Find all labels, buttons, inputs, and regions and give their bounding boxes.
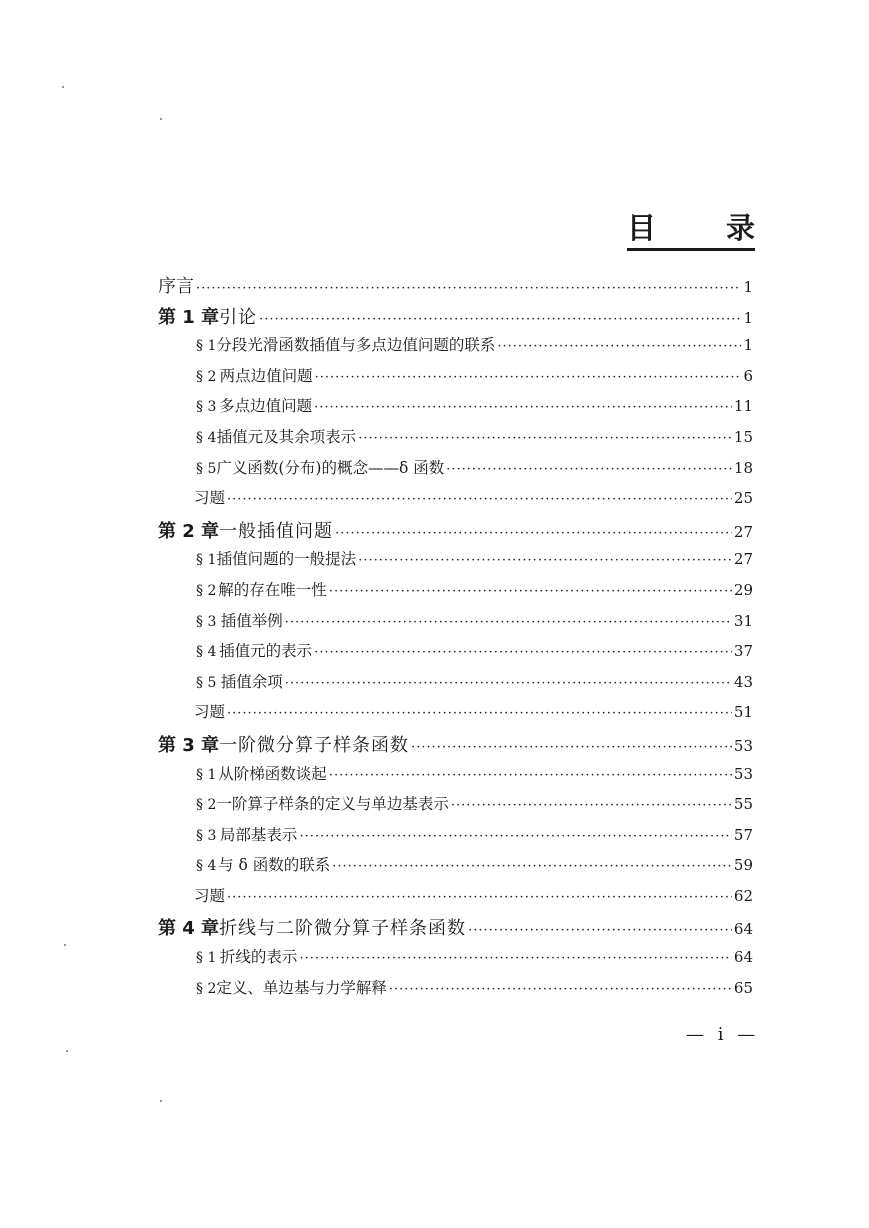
toc-section-row[interactable] bbox=[158, 639, 753, 670]
section-number: § 5 bbox=[196, 460, 217, 477]
section-number: § 1 bbox=[196, 950, 217, 967]
toc-section-row[interactable] bbox=[158, 792, 753, 823]
dot-leader bbox=[299, 829, 731, 844]
page-number: 18 bbox=[733, 458, 753, 477]
entry-label: 折线的表示 bbox=[219, 948, 298, 967]
dot-leader bbox=[358, 553, 732, 568]
page-number: 1 bbox=[743, 308, 753, 327]
page-number: 37 bbox=[733, 642, 753, 661]
page-number: 57 bbox=[733, 825, 753, 844]
toc-chapter-row[interactable] bbox=[158, 731, 753, 762]
section-number: § 4 bbox=[196, 858, 217, 875]
dot-leader bbox=[497, 339, 741, 354]
section-number: § 2 bbox=[196, 368, 217, 385]
dot-leader bbox=[332, 859, 732, 874]
scan-speck bbox=[160, 1100, 162, 1102]
scan-speck bbox=[66, 1050, 68, 1052]
toc-section-row[interactable] bbox=[158, 333, 753, 364]
toc-section-row[interactable] bbox=[158, 945, 753, 976]
page-number: 43 bbox=[733, 672, 753, 691]
entry-label: 引论 bbox=[219, 306, 258, 328]
dot-leader bbox=[227, 492, 732, 507]
dot-leader bbox=[329, 584, 732, 599]
section-number: § 2 bbox=[196, 797, 217, 814]
entry-label: 插值余项 bbox=[220, 672, 283, 691]
section-number: § 2 bbox=[196, 582, 217, 599]
toc-exercises-row[interactable] bbox=[158, 700, 753, 731]
entry-label: 两点边值问题 bbox=[219, 366, 313, 385]
page-number: 55 bbox=[733, 795, 753, 814]
toc-section-row[interactable] bbox=[158, 853, 753, 884]
entry-label: 局部基表示 bbox=[219, 825, 298, 844]
toc-chapter-row[interactable] bbox=[158, 517, 753, 548]
scan-speck bbox=[160, 118, 162, 120]
page-number: 25 bbox=[733, 489, 753, 508]
dot-leader bbox=[358, 431, 732, 446]
dot-leader bbox=[285, 615, 732, 630]
entry-label: 广义函数(分布)的概念——δ 函数 bbox=[216, 458, 445, 477]
entry-label: 插值元的表示 bbox=[219, 642, 313, 661]
dot-leader bbox=[227, 706, 732, 721]
toc-section-row[interactable] bbox=[158, 425, 753, 456]
dot-leader bbox=[227, 890, 732, 905]
scan-speck bbox=[64, 944, 66, 946]
scan-speck bbox=[62, 86, 64, 88]
entry-label: 解的存在唯一性 bbox=[218, 580, 327, 599]
page-number: 11 bbox=[733, 397, 753, 416]
entry-label: 定义、单边基与力学解释 bbox=[216, 978, 387, 997]
chapter-number: 第 1 章 bbox=[158, 306, 220, 328]
dot-leader bbox=[335, 526, 732, 541]
toc-section-row[interactable] bbox=[158, 456, 753, 487]
toc-section-row[interactable] bbox=[158, 364, 753, 395]
page-number: 51 bbox=[733, 703, 753, 722]
page-number: 64 bbox=[733, 948, 753, 967]
dot-leader bbox=[389, 982, 732, 997]
section-number: § 3 bbox=[196, 827, 217, 844]
page-title bbox=[627, 210, 755, 251]
section-number: § 4 bbox=[196, 429, 217, 446]
dot-leader bbox=[315, 370, 741, 385]
entry-label: 分段光滑函数插值与多点边值问题的联系 bbox=[216, 336, 496, 355]
dot-leader bbox=[451, 798, 732, 813]
dot-leader bbox=[259, 312, 741, 327]
dot-leader bbox=[468, 923, 732, 938]
section-number: § 1 bbox=[196, 766, 217, 783]
toc-section-row[interactable] bbox=[158, 762, 753, 793]
title-char-right: 录 bbox=[725, 211, 755, 245]
page-number: 53 bbox=[733, 764, 753, 783]
section-number: § 5 bbox=[196, 674, 217, 691]
entry-label: 习题 bbox=[194, 886, 226, 905]
toc-preface-row[interactable] bbox=[158, 272, 753, 303]
dot-leader bbox=[411, 740, 732, 755]
section-number: § 4 bbox=[196, 644, 217, 661]
chapter-number: 第 3 章 bbox=[158, 734, 220, 756]
page-number: 53 bbox=[733, 736, 753, 755]
section-number: § 2 bbox=[196, 980, 217, 997]
dot-leader bbox=[299, 951, 731, 966]
dot-leader bbox=[196, 281, 741, 296]
page-number: 1 bbox=[743, 336, 753, 355]
entry-label: 一阶算子样条的定义与单边基表示 bbox=[216, 795, 449, 814]
toc-section-row[interactable] bbox=[158, 394, 753, 425]
entry-label: 插值元及其余项表示 bbox=[216, 427, 357, 446]
dot-leader bbox=[285, 676, 732, 691]
dot-leader bbox=[446, 462, 732, 477]
page-number: 65 bbox=[733, 978, 753, 997]
table-of-contents bbox=[158, 272, 753, 1006]
page-number: 64 bbox=[733, 920, 753, 939]
chapter-number: 第 2 章 bbox=[158, 520, 220, 542]
entry-label: 一般插值问题 bbox=[219, 520, 334, 542]
page-number: 29 bbox=[733, 580, 753, 599]
toc-section-row[interactable] bbox=[158, 670, 753, 701]
toc-exercises-row[interactable] bbox=[158, 486, 753, 517]
section-number: § 3 bbox=[196, 399, 217, 416]
entry-label: 序言 bbox=[158, 276, 194, 297]
page-number: 6 bbox=[743, 366, 753, 385]
title-char-left: 目 bbox=[627, 211, 657, 245]
page-number: 15 bbox=[733, 427, 753, 446]
section-number: § 1 bbox=[196, 552, 217, 569]
entry-label: 插值举例 bbox=[220, 611, 283, 630]
toc-chapter-row[interactable] bbox=[158, 914, 753, 945]
toc-section-row[interactable] bbox=[158, 547, 753, 578]
page-number: 59 bbox=[733, 856, 753, 875]
page-number: 27 bbox=[733, 522, 753, 541]
entry-label: 多点边值问题 bbox=[219, 397, 313, 416]
page-folio: — i — bbox=[686, 1024, 760, 1045]
entry-label: 折线与二阶微分算子样条函数 bbox=[219, 918, 467, 940]
entry-label: 一阶微分算子样条函数 bbox=[219, 734, 410, 756]
toc-section-row[interactable] bbox=[158, 976, 753, 1007]
dot-leader bbox=[314, 400, 732, 415]
entry-label: 从阶梯函数谈起 bbox=[218, 764, 327, 783]
entry-label: 与 δ 函数的联系 bbox=[218, 856, 331, 875]
dot-leader bbox=[329, 768, 732, 783]
toc-section-row[interactable] bbox=[158, 823, 753, 854]
toc-section-row[interactable] bbox=[158, 578, 753, 609]
section-number: § 3 bbox=[196, 613, 217, 630]
entry-label: 插值问题的一般提法 bbox=[216, 550, 357, 569]
page-number: 27 bbox=[733, 550, 753, 569]
toc-chapter-row[interactable] bbox=[158, 303, 753, 334]
dot-leader bbox=[314, 645, 732, 660]
section-number: § 1 bbox=[196, 338, 217, 355]
entry-label: 习题 bbox=[194, 703, 226, 722]
toc-section-row[interactable] bbox=[158, 609, 753, 640]
entry-label: 习题 bbox=[194, 489, 226, 508]
page-number: 62 bbox=[733, 886, 753, 905]
page-number: 31 bbox=[733, 611, 753, 630]
page-number: 1 bbox=[743, 278, 753, 296]
toc-exercises-row[interactable] bbox=[158, 884, 753, 915]
chapter-number: 第 4 章 bbox=[158, 918, 220, 940]
